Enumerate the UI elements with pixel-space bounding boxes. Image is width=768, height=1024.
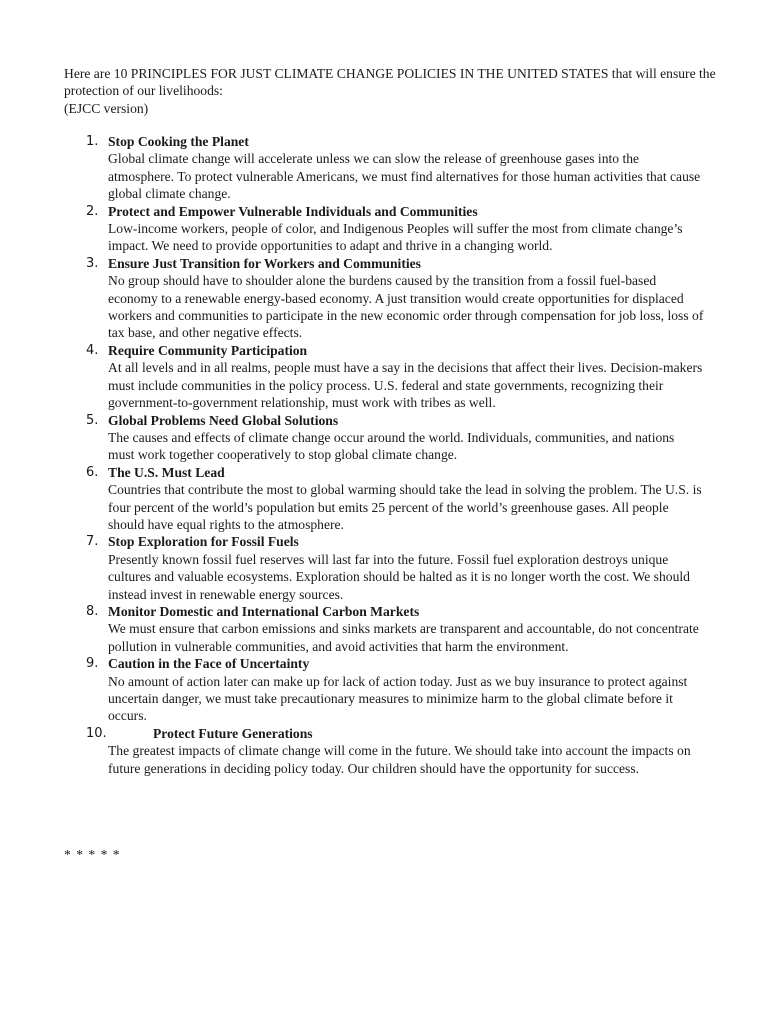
principle-body: The causes and effects of climate change occur around the world. Individuals, communities, and nations must work together cooperatively to stop global climate change.	[108, 429, 675, 463]
principle-body: At all levels and in all realms, people must have a say in the decisions that affect their lives. Decision-makers must include communities in the policy process. U.S. federal and state governments, recognizing their government-to-government relationship, must work with tribes as well.	[108, 360, 703, 411]
principle-body: The greatest impacts of climate change will come in the future. We should take into account the impacts on future generations in deciding policy today. Our children should have the opportunity for success.	[108, 743, 691, 776]
principle-title: Global Problems Need Global Solutions	[108, 412, 339, 428]
principle-body: Global climate change will accelerate unless we can slow the release of greenhouse gases into the atmosphere. To protect vulnerable Americans, we must find alternatives for those human activities that cause global climate change.	[108, 151, 701, 202]
principle-item	[0, 464, 704, 534]
principle-title: Ensure Just Transition for Workers and Communities	[108, 255, 421, 271]
principle-number: 1.	[86, 134, 99, 149]
principle-body: No group should have to shoulder alone the burdens caused by the transition from a fossil fuel-based economy to a renewable energy-based economy. A just transition would create opportunities for displaced workers and communities to participate in the new economic order through compensation for job loss, loss of tax base, and other negative effects.	[108, 273, 704, 341]
principle-body: We must ensure that carbon emissions and sinks markets are transparent and accountable, do not concentrate pollution in vulnerable communities, and avoid activities that harm the environment.	[108, 621, 699, 654]
section-separator: * * * * *	[64, 847, 121, 862]
principle-title: The U.S. Must Lead	[108, 464, 225, 480]
principle-body: Low-income workers, people of color, and Indigenous Peoples will suffer the most from climate change’s impact. We need to provide opportunities to adapt and thrive in a changing world.	[108, 221, 683, 254]
principle-title: Caution in the Face of Uncertainty	[108, 656, 310, 672]
principle-item	[0, 342, 704, 412]
principle-item	[0, 203, 704, 255]
principle-item	[0, 655, 704, 725]
principle-item	[0, 603, 704, 655]
principle-number: 6.	[86, 464, 99, 480]
principle-title: Require Community Participation	[108, 342, 308, 358]
principles-list	[0, 133, 768, 777]
principle-number: 7.	[86, 534, 99, 550]
principle-title: Protect and Empower Vulnerable Individuals and Communities	[108, 203, 478, 219]
principle-item	[0, 412, 704, 464]
principle-title: Protect Future Generations	[153, 725, 313, 741]
principle-body: No amount of action later can make up for lack of action today. Just as we buy insurance to protect against uncertain danger, we must take precautionary measures to minimize harm to the global climate before it occurs.	[108, 673, 688, 724]
intro-version: (EJCC version)	[64, 100, 149, 116]
principle-body: Presently known fossil fuel reserves will last far into the future. Fossil fuel exploration destroys unique cultures and valuable ecosystems. Exploration should be halted as it is no longer worth the cost. We should instead invest in renewable energy sources.	[108, 551, 690, 602]
principle-item	[0, 725, 704, 777]
principle-number: 9.	[86, 656, 99, 672]
intro-text: Here are 10 PRINCIPLES FOR JUST CLIMATE CHANGE POLICIES IN THE UNITED STATES that will ensure the protection of our livelihoods:	[64, 66, 716, 99]
principle-number: 8.	[86, 603, 99, 619]
principle-item	[0, 255, 704, 342]
principle-number: 3.	[86, 255, 99, 271]
principle-item	[0, 533, 704, 603]
principle-number: 4.	[86, 342, 99, 358]
principle-body: Countries that contribute the most to global warming should take the lead in solving the problem. The U.S. is four percent of the world’s population but emits 25 percent of the world’s greenhouse gases. All people should have equal rights to the atmosphere.	[108, 482, 702, 532]
intro	[64, 65, 724, 117]
principle-number: 5.	[86, 412, 99, 428]
principle-title: Monitor Domestic and International Carbon Markets	[108, 603, 420, 619]
principle-number: 2.	[86, 203, 99, 219]
principle-item	[0, 133, 704, 203]
principle-title: Stop Cooking the Planet	[108, 134, 249, 149]
principle-number: 10.	[86, 725, 107, 741]
principle-title: Stop Exploration for Fossil Fuels	[108, 534, 299, 550]
